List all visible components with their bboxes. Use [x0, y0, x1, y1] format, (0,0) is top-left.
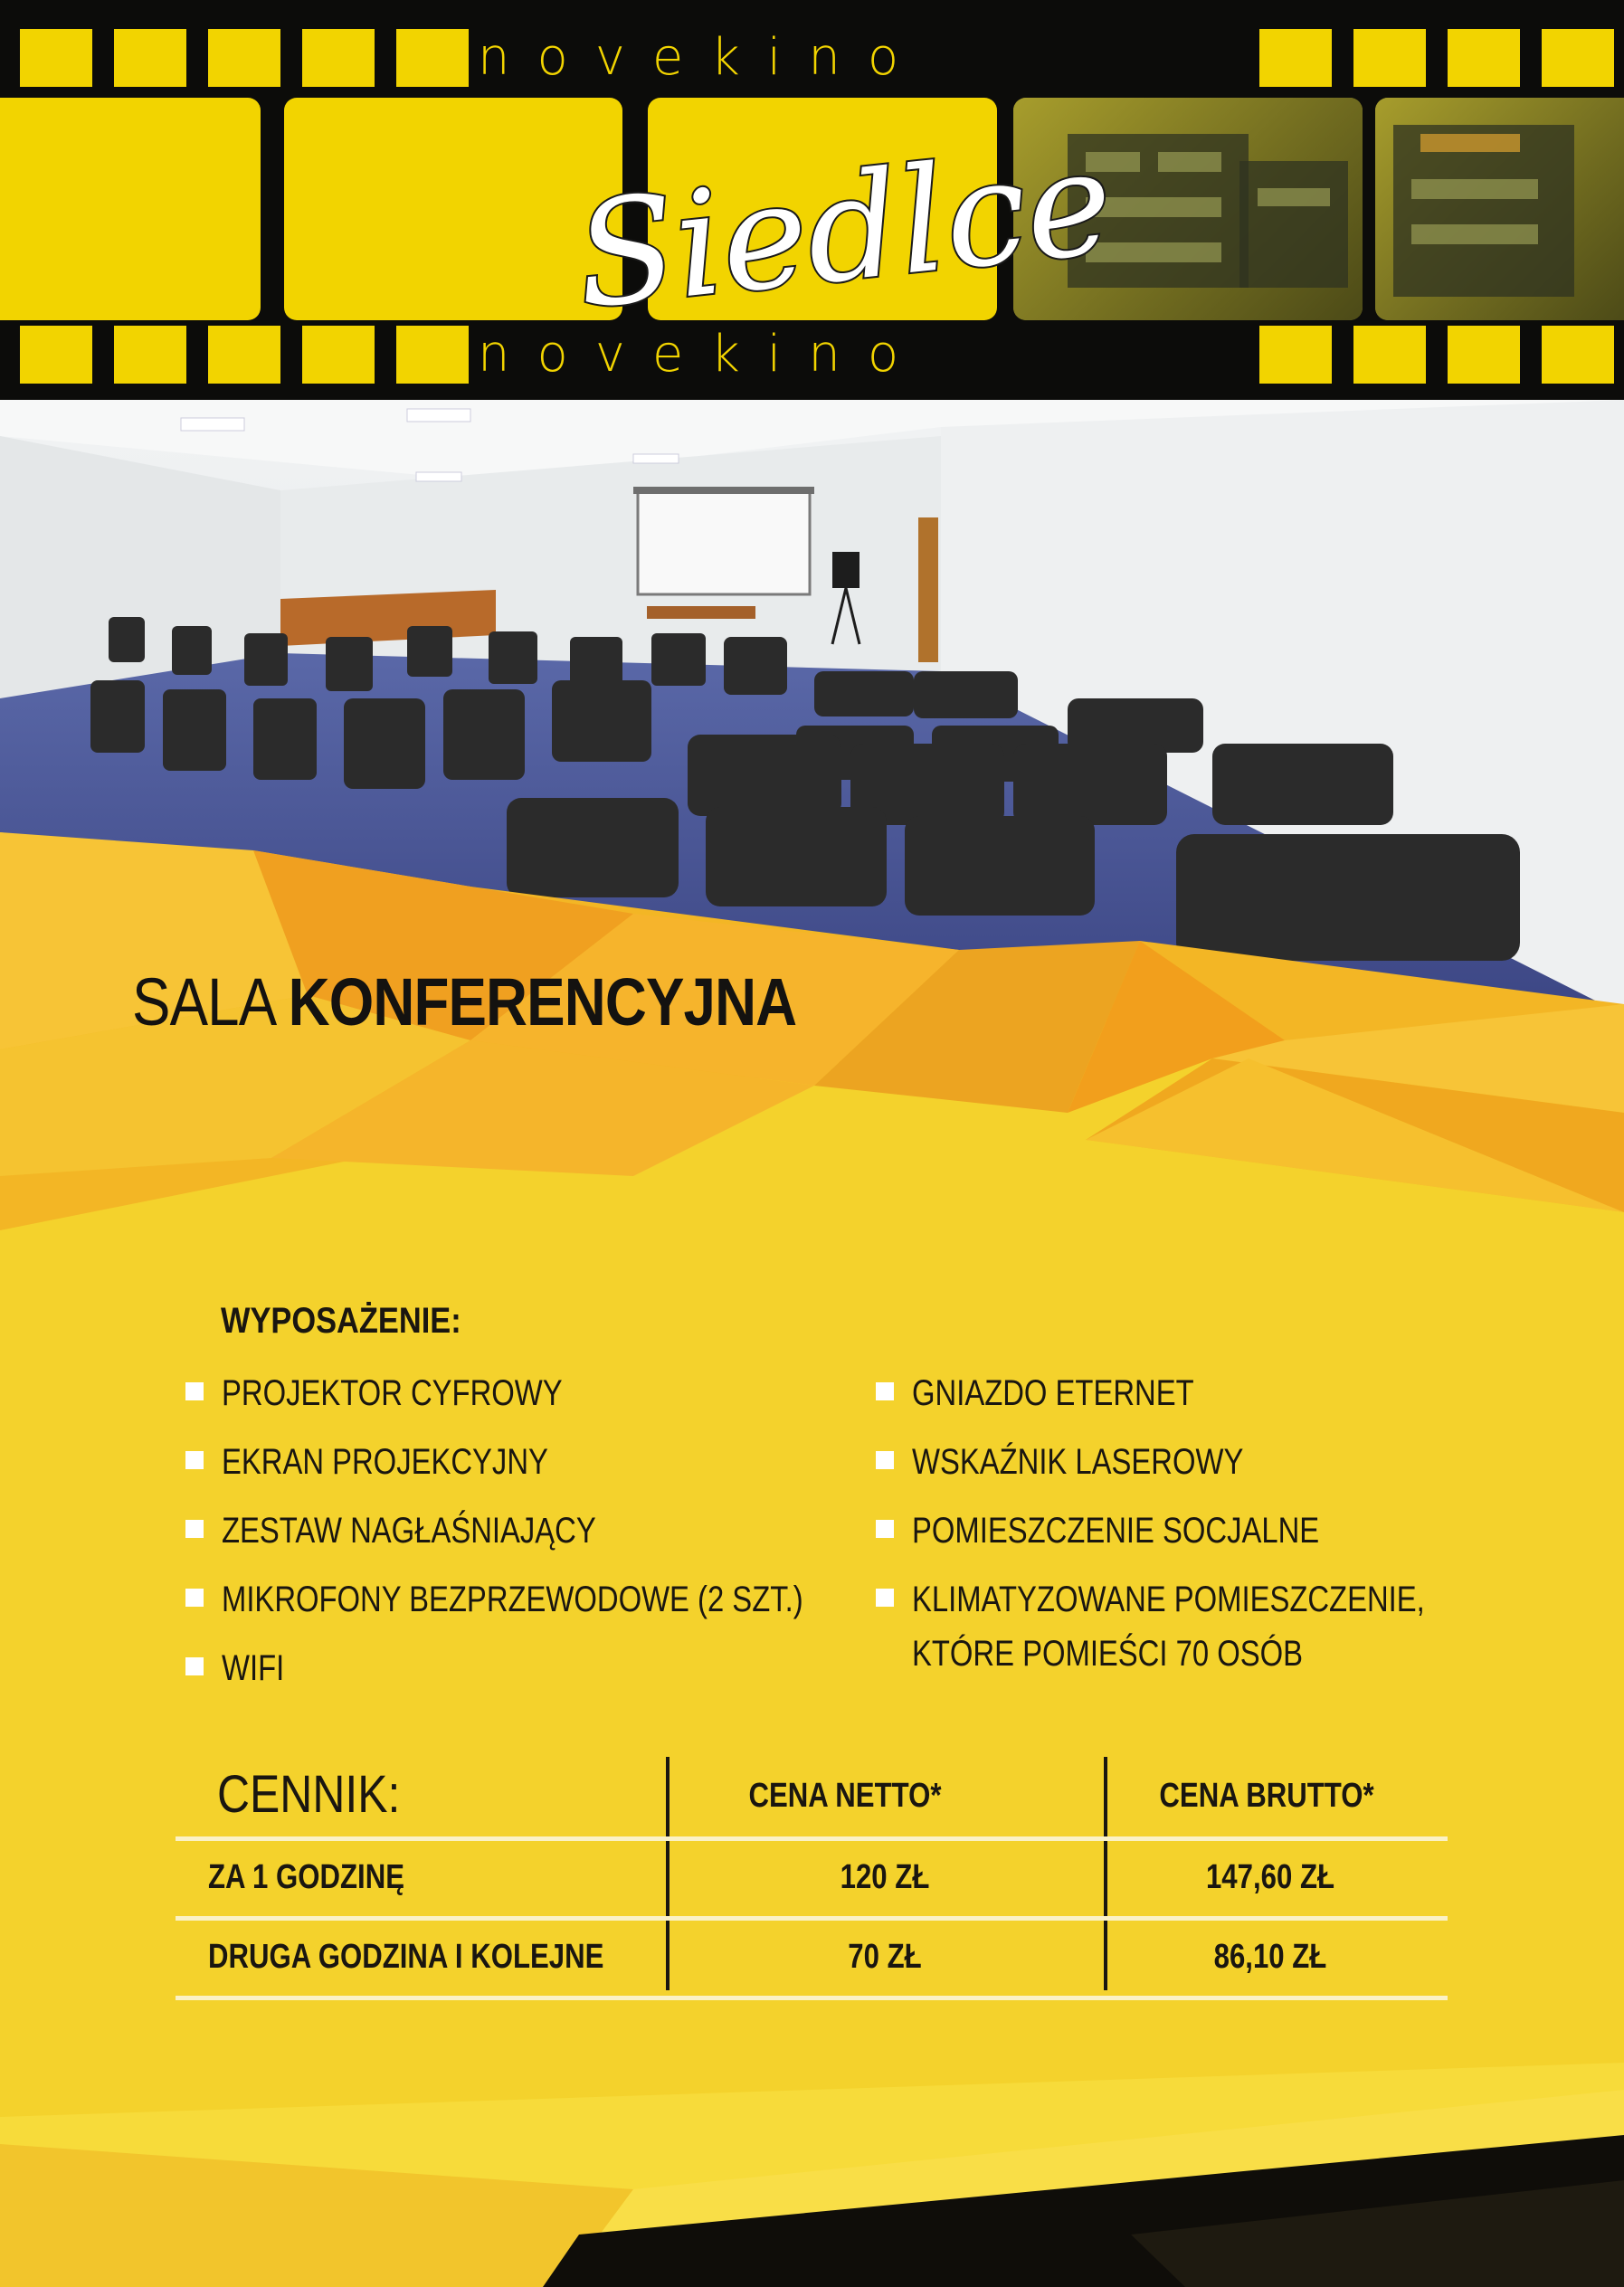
table-cell-brutto: 147,60 ZŁ: [1205, 1858, 1335, 1896]
list-item: WIFI: [185, 1639, 931, 1708]
list-item: POMIESZCZENIE SOCJALNE: [876, 1502, 1537, 1571]
list-item: PROJEKTOR CYFROWY: [185, 1364, 931, 1433]
square-bullet-icon: [876, 1589, 894, 1607]
square-bullet-icon: [185, 1589, 204, 1607]
list-item: WSKAŹNIK LASEROWY: [876, 1433, 1537, 1502]
table-cell-netto: 70 ZŁ: [848, 1938, 922, 1976]
page-title: [132, 963, 796, 1040]
page-title-light: SALA: [132, 964, 289, 1039]
square-bullet-icon: [185, 1657, 204, 1675]
film-strip-header: [0, 0, 1624, 400]
svg-text:Siedlce: Siedlce: [568, 116, 1120, 341]
price-table: [176, 1757, 1448, 2010]
list-item: EKRAN PROJEKCYJNY: [185, 1433, 931, 1502]
square-bullet-icon: [876, 1520, 894, 1538]
column-header-brutto: CENA BRUTTO*: [1159, 1777, 1374, 1815]
column-divider: [666, 1757, 670, 1990]
column-divider: [1104, 1757, 1107, 1990]
list-item: KLIMATYZOWANE POMIESZCZENIE, KTÓRE POMIEŚCI 70 OSÓB: [876, 1571, 1537, 1688]
table-cell-brutto: 86,10 ZŁ: [1213, 1938, 1327, 1976]
table-row-label: DRUGA GODZINA I KOLEJNE: [208, 1938, 604, 1976]
column-header-netto: CENA NETTO*: [748, 1777, 942, 1815]
film-frame-1: [0, 98, 261, 320]
brand-wordmark-top: novekino: [478, 28, 926, 87]
film-perforations-top: [0, 29, 1624, 87]
page-title-bold: KONFERENCYJNA: [288, 964, 797, 1039]
list-item: MIKROFONY BEZPRZEWODOWE (2 SZT.): [185, 1571, 931, 1639]
equipment-heading: WYPOSAŻENIE:: [221, 1301, 461, 1341]
row-divider: [176, 1836, 1448, 1841]
row-divider: [176, 1916, 1448, 1921]
table-row-label: ZA 1 GODZINĘ: [208, 1858, 404, 1896]
brand-wordmark-bottom: novekino: [478, 325, 926, 384]
list-item: GNIAZDO ETERNET: [876, 1364, 1537, 1433]
square-bullet-icon: [185, 1520, 204, 1538]
row-divider: [176, 1996, 1448, 2000]
price-table-title: CENNIK:: [217, 1765, 401, 1824]
table-cell-netto: 120 ZŁ: [840, 1858, 930, 1896]
equipment-list-left: [185, 1364, 931, 1708]
square-bullet-icon: [876, 1451, 894, 1469]
square-bullet-icon: [185, 1382, 204, 1400]
film-frame-building-photo-2: [1375, 98, 1624, 320]
square-bullet-icon: [876, 1382, 894, 1400]
decorative-footer: [0, 2063, 1624, 2287]
city-script-title: [561, 100, 1140, 353]
list-item: ZESTAW NAGŁAŚNIAJĄCY: [185, 1502, 931, 1571]
square-bullet-icon: [185, 1451, 204, 1469]
equipment-list-right: [876, 1364, 1537, 1688]
